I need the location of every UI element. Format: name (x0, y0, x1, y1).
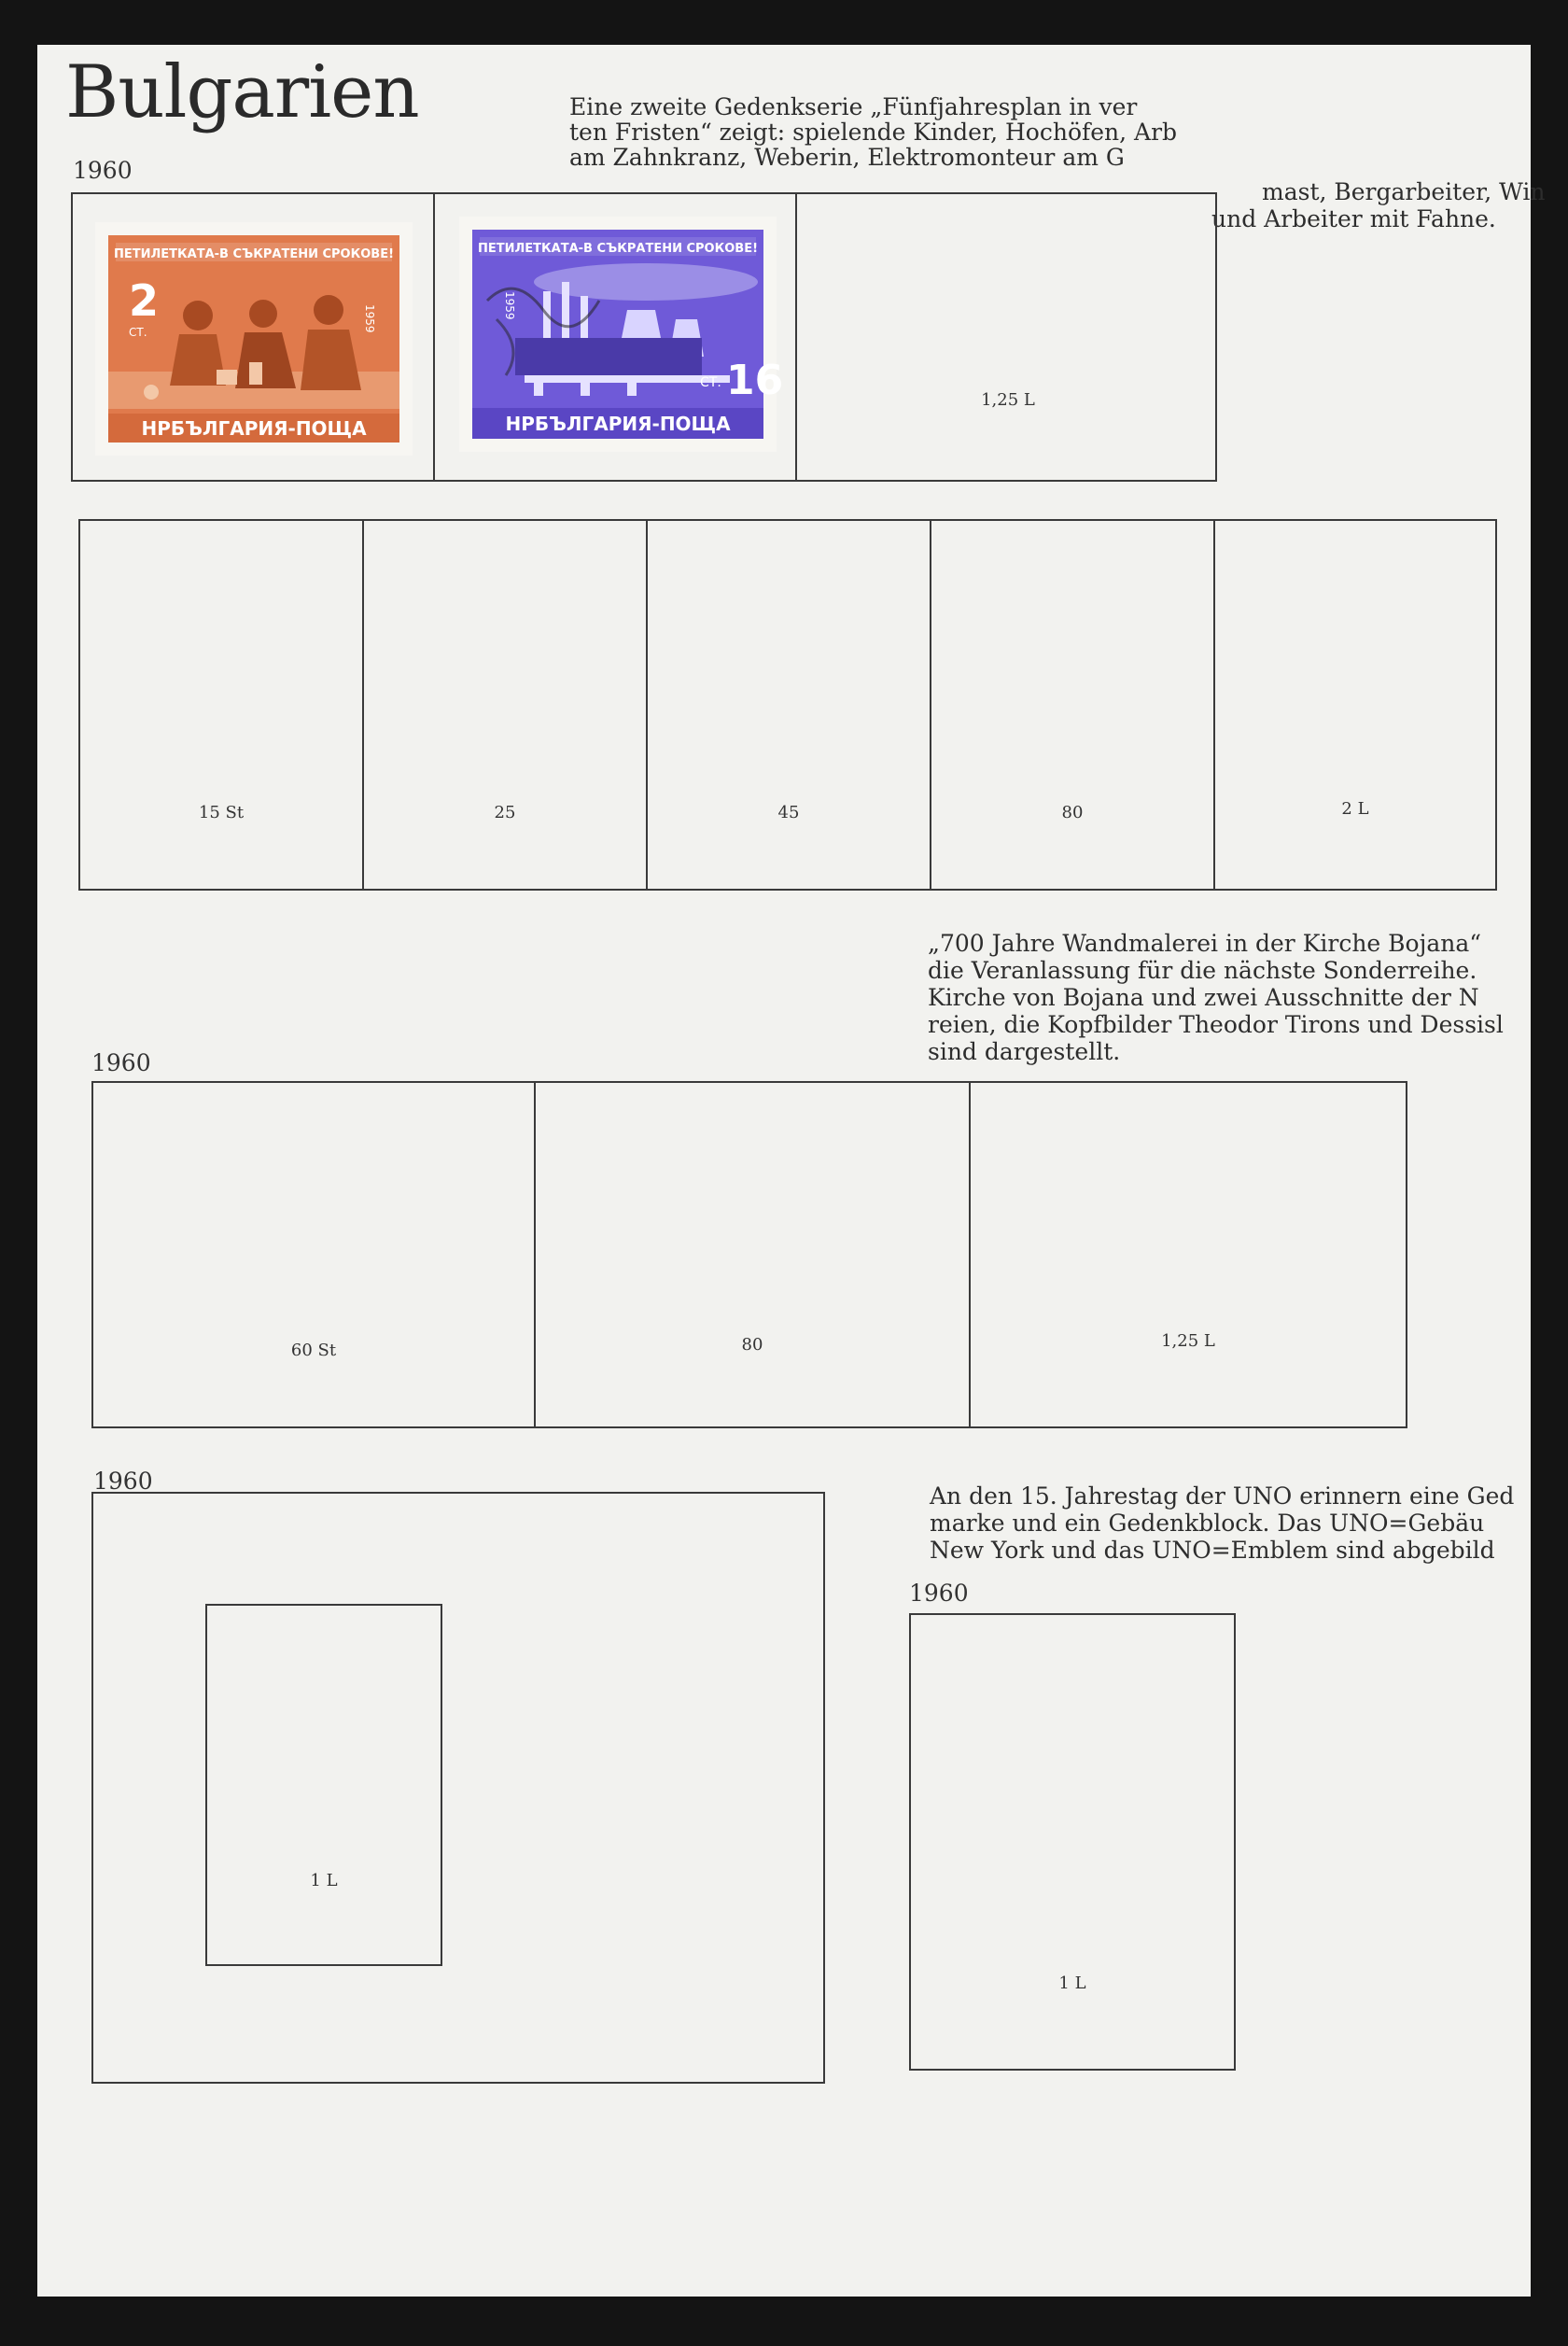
slot-value: 25 (494, 803, 516, 822)
stamp-slot-3 (797, 194, 1219, 480)
description-1-line-5: und Arbeiter mit Fahne. (1211, 205, 1496, 232)
stamp-header-text: ПЕТИЛЕТКАТА-В СЪКРАТЕНИ СРОКОВЕ! (477, 242, 759, 256)
description-3-line-3: New York und das UNO=Emblem sind abgebild (930, 1537, 1495, 1564)
slot-value: 80 (1061, 803, 1084, 822)
stamp-unit: СТ. (129, 326, 147, 339)
year-label-3: 1960 (93, 1468, 153, 1495)
year-label-4: 1960 (909, 1580, 969, 1607)
stamp-face-value: 16 (726, 357, 784, 404)
stamp-children-playing (95, 222, 413, 456)
stamp-footer-text: НРБЪЛГАРИЯ-ПОЩА (141, 417, 367, 440)
stamp-frame-row-2 (78, 519, 1497, 891)
description-3-line-2: marke und ein Gedenkblock. Das UNO=Gebäu (930, 1510, 1485, 1537)
stamp-industrial-plant (459, 217, 784, 452)
slot-value-1-25-l: 1,25 L (981, 390, 1035, 410)
description-3-line-1: An den 15. Jahrestag der UNO erinnern eine Ged (930, 1482, 1515, 1510)
stamp-slot-1-25l (971, 1083, 1406, 1426)
stamp-frame-row-3 (91, 1081, 1407, 1428)
year-label-1: 1960 (73, 157, 133, 184)
souvenir-sheet-frame (91, 1492, 825, 2084)
stamp-header-text: ПЕТИЛЕТКАТА-В СЪКРАТЕНИ СРОКОВЕ! (113, 247, 395, 261)
description-1-line-4: mast, Bergarbeiter, Win (1262, 178, 1546, 205)
description-2-line-2: die Veranlassung für die nächste Sonderreihe. (928, 957, 1477, 984)
stamp-slot-2l (1215, 521, 1495, 889)
stamp-slot-45 (648, 521, 931, 889)
description-2-line-5: sind dargestellt. (928, 1038, 1121, 1065)
year-label-2: 1960 (91, 1049, 151, 1076)
souvenir-sheet-stamp-slot (205, 1604, 442, 1966)
slot-value: 60 St (290, 1341, 337, 1360)
slot-value: 15 St (198, 803, 245, 822)
stamp-slot-1 (73, 194, 435, 480)
stamp-unit: СТ. (700, 375, 721, 390)
slot-value: 45 (777, 803, 800, 822)
stamp-slot-80 (931, 521, 1215, 889)
slot-value: 1 L (1058, 1974, 1086, 1993)
slot-value: 80 (741, 1335, 763, 1355)
slot-value: 1 L (310, 1871, 338, 1890)
stamp-slot-60st (93, 1083, 536, 1426)
description-2-line-3: Kirche von Bojana und zwei Ausschnitte der N (928, 984, 1479, 1011)
slot-value: 2 L (1341, 799, 1369, 819)
album-page (37, 45, 1546, 2297)
stamp-face-value: 2 (129, 275, 160, 326)
description-2-line-4: reien, die Kopfbilder Theodor Tirons und Dessisl (928, 1011, 1504, 1038)
description-2-line-1: „700 Jahre Wandmalerei in der Kirche Bojana“ (928, 930, 1482, 957)
stamp-year: 1959 (363, 304, 376, 333)
uno-stamp-slot (909, 1613, 1236, 2071)
stamp-slot-2 (435, 194, 797, 480)
stamp-footer-text: НРБЪЛГАРИЯ-ПОЩА (505, 413, 731, 435)
stamp-year: 1959 (503, 291, 516, 320)
stamp-slot-25 (364, 521, 648, 889)
stamp-frame-row-1 (71, 192, 1217, 482)
description-1-line-3: am Zahnkranz, Weberin, Elektromonteur am G (569, 144, 1125, 171)
slot-value: 1,25 L (1161, 1331, 1215, 1351)
description-1-line-1: Eine zweite Gedenkserie „Fünfjahresplan in ver (569, 93, 1138, 120)
stamp-slot-80 (536, 1083, 971, 1426)
stamp-color-field (472, 230, 763, 439)
stamp-slot-15st (80, 521, 364, 889)
page-title: Bulgarien (65, 50, 419, 134)
description-1-line-2: ten Fristen“ zeigt: spielende Kinder, Hochöfen, Arb (569, 119, 1178, 146)
